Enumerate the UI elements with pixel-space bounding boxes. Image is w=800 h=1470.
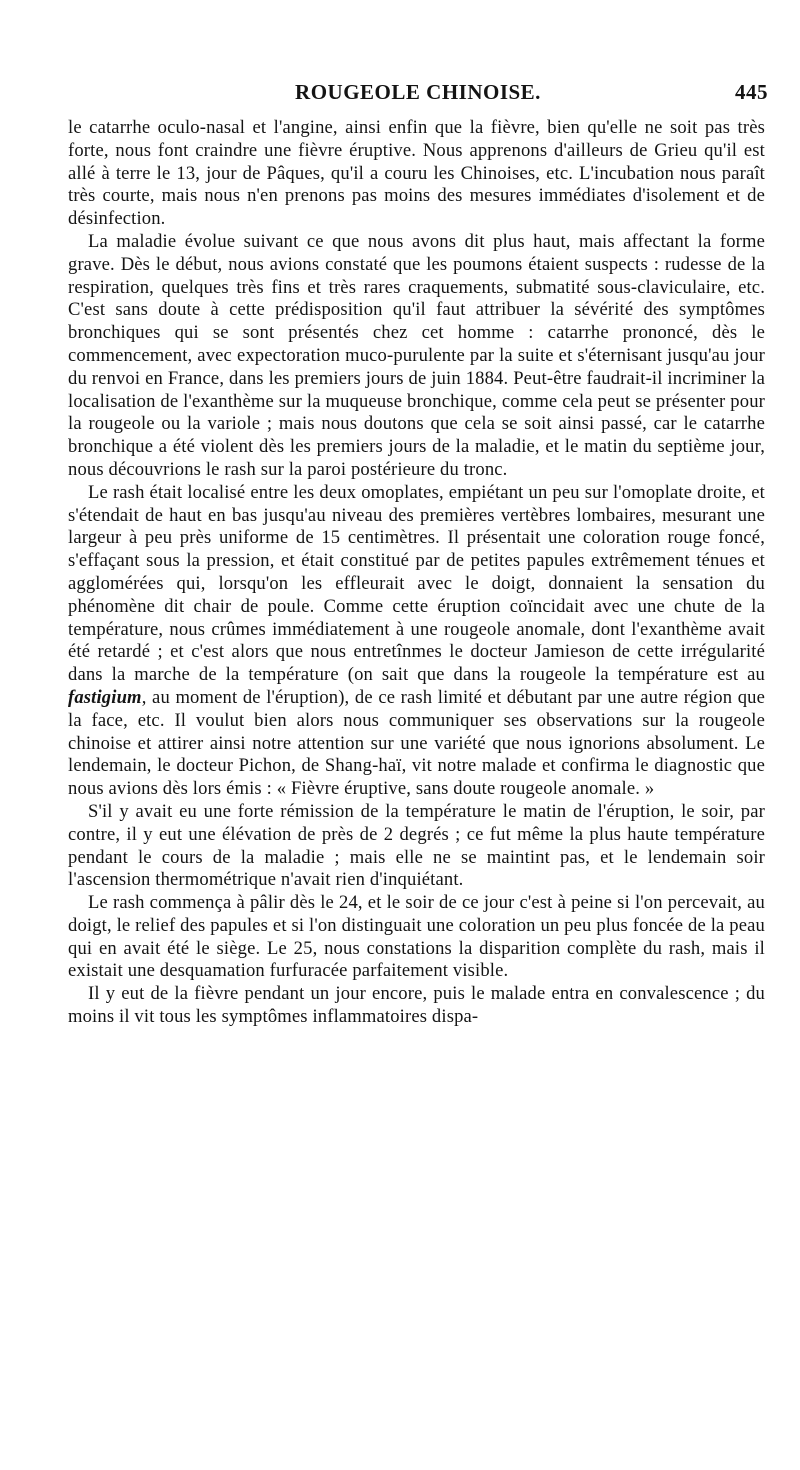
paragraph-1: [68, 117, 765, 231]
running-title: ROUGEOLE CHINOISE.: [295, 80, 541, 104]
paragraph-text: Le rash commença à pâlir dès le 24, et le soir de ce jour c'est à peine si l'on percevait, au doigt, le relief des papules et si l'on distinguait une coloration un peu plus foncée de la peau qui en avait été le siège. Le 25, nous constations la disparition complète du rash, mais il existait une desquamation furfuracée parfaitement visible.: [68, 892, 765, 982]
paragraph-text: S'il y avait eu une forte rémission de la température le matin de l'éruption, le soir, par contre, il y eut une élévation de près de 2 degrés ; ce fut même la plus haute température pendant le cours de la maladie ; mais elle ne se maintint pas, et le lendemain soir l'ascension thermométrique n'avait rien d'inquiétant.: [68, 800, 765, 891]
paragraph-text: La maladie évolue suivant ce que nous avons dit plus haut, mais affectant la forme grave. Dès le début, nous avions constaté que les poumons étaient suspects : rudesse de la respiration, quelques très fins et très rares craquements, submatité sous-claviculaire, etc. C'est sans doute à cette prédisposition qu'il faut attribuer la sévérité des symptômes bronchiques qui se sont présentés chez cet homme : catarrhe prononcé, dès le commencement, avec expectoration muco-purulente par la suite et s'éternisant jusqu'au jour du renvoi en France, dans les premiers jours de juin 1884. Peut-être faudrait-il incriminer la localisation de l'exanthème sur la muqueuse bronchique, comme cela peut se présenter pour la rougeole ou la variole ; mais nous doutons que cela se soit ainsi passé, car le catarrhe bronchique a été violent dès les premiers jours de la maladie, et le matin du septième jour, nous découvrions le rash sur la paroi postérieure du tronc.: [68, 230, 765, 480]
italic-term: fastigium: [68, 686, 142, 708]
body-text: [68, 117, 765, 1029]
paragraph-text: Le rash était localisé entre les deux omoplates, empiétant un peu sur l'omoplate droite, et s'étendait de haut en bas jusqu'au niveau des premières vertèbres lombaires, mesurant une largeur à peu près uniforme de 15 centimètres. Il présentait une coloration rouge foncé, s'effaçant sous la pression, et était constitué par de petites papules extrêmement ténues et agglomérées qui, lorsqu'on les effleurait avec le doigt, donnaient la sensation du phénomène dit chair de poule. Comme cette éruption coïncidait avec une chute de la température, nous crûmes immédiatement à une rougeole anomale, dont l'exanthème avait été retardé ; et c'est alors que nous entretînmes le docteur Jamieson de cette irrégularité dans la marche de la température (on sait que dans la rougeole la température est au: [68, 481, 765, 686]
paragraph-6: [68, 983, 765, 1029]
paragraph-4: [68, 801, 765, 892]
paragraph-5: [68, 892, 765, 983]
page-header: [68, 80, 768, 106]
paragraph-text: le catarrhe oculo-nasal et l'angine, ainsi enfin que la fièvre, bien qu'elle ne soit pas très forte, nous font craindre une fièvre éruptive. Nous apprenons d'ailleurs de Grieu qu'il est allé à terre le 13, jour de Pâques, qu'il a couru les Chinoises, etc. L'incubation nous paraît très courte, mais nous n'en prenons pas moins des mesures immédiates d'isolement et de désinfection.: [68, 117, 765, 230]
paragraph-text: , au moment de l'éruption), de ce rash limité et débutant par une autre région que la face, etc. Il voulut bien alors nous communiquer ses observations sur la rougeole chinoise et attirer ainsi notre attention sur une variété que nous ignorions absolument. Le lendemain, le docteur Pichon, de Shang-haï, vit notre malade et confirma le diagnostic que nous avions dès lors émis : « Fièvre éruptive, sans doute rougeole anomale. »: [68, 686, 765, 800]
page-number: 445: [735, 80, 768, 104]
paragraph-2: [68, 231, 765, 482]
paragraph-3: [68, 482, 765, 801]
paragraph-text: Il y eut de la fièvre pendant un jour encore, puis le malade entra en convalescence ; du moins il vit tous les symptômes inflammatoires dispa-: [68, 983, 765, 1028]
